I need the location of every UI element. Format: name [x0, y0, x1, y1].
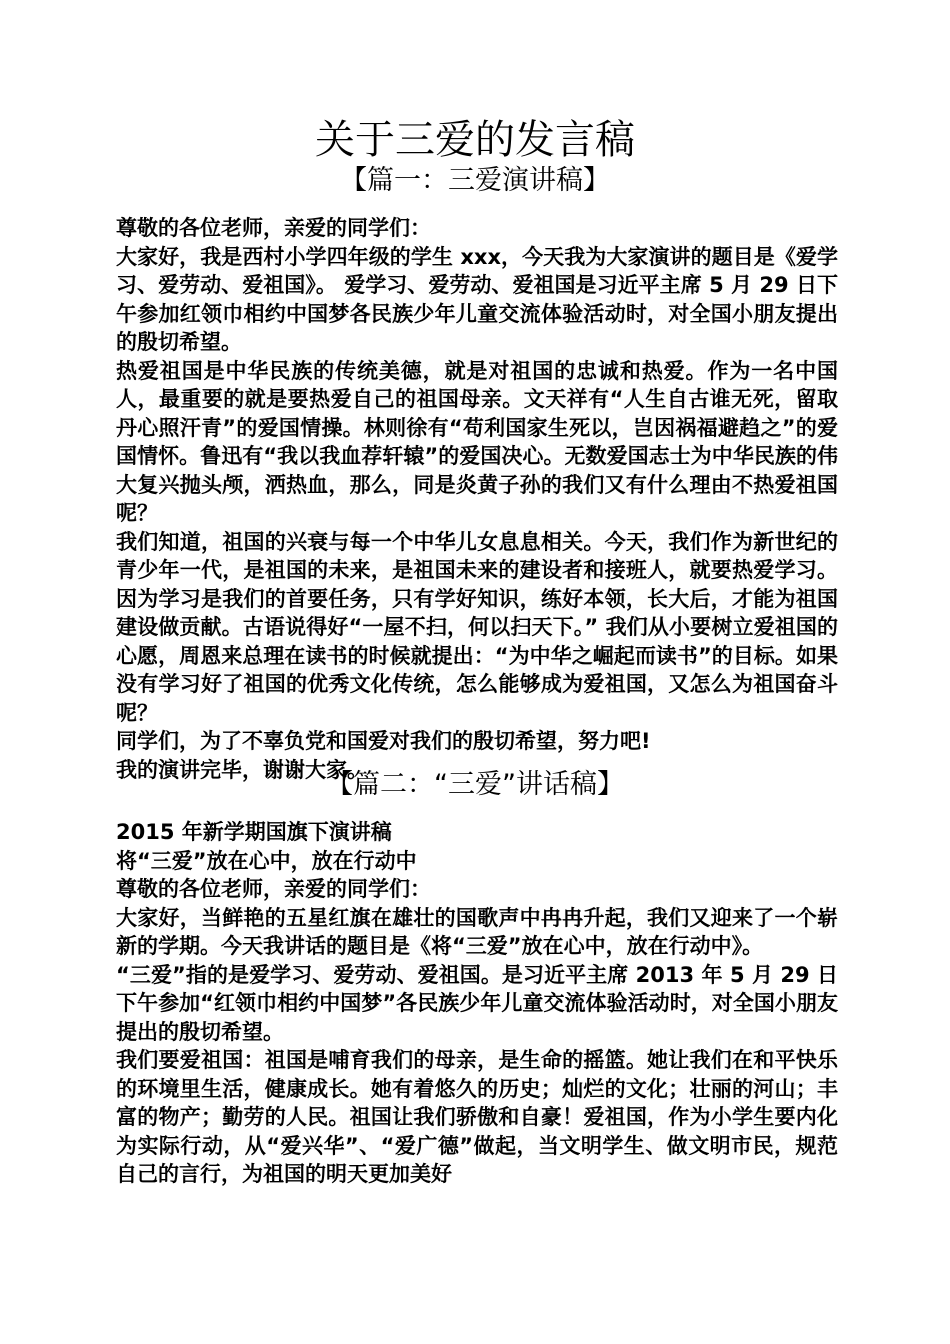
document-title: 关于三爱的发言稿	[315, 117, 635, 163]
paragraph: 我们知道，祖国的兴衰与每一个中华儿女息息相关。今天，我们作为新世纪的青少年一代，是祖国的未来，是祖国未来的建设者和接班人，就要热爱学习。因为学习是我们的首要任务，只有学好知识，练好本领，长大后，才能为祖国建设做贡献。古语说得好“一屋不扫，何以扫天下。” 我们从小要树立爱祖国的心愿，周恩来总理在读书的时候就提出：“为中华之崛起而读书”的目标。如果没有学习好了祖国的优秀文化传统，怎么能够成为爱祖国，又怎么为祖国奋斗呢？	[116, 529, 838, 725]
paragraph-salutation: 尊敬的各位老师，亲爱的同学们：	[116, 216, 431, 240]
section-body-1	[116, 214, 838, 784]
paragraph-salutation: 尊敬的各位老师，亲爱的同学们：	[116, 877, 431, 901]
paragraph-subtitle: 2015 年新学期国旗下演讲稿	[116, 820, 392, 844]
section-heading-1: 【篇一：三爱演讲稿】	[340, 165, 610, 196]
paragraph-closing: 我的演讲完毕，谢谢大家。	[116, 757, 368, 782]
paragraph: 同学们，为了不辜负党和国爱对我们的殷切希望，努力吧!	[116, 729, 651, 753]
paragraph: 热爱祖国是中华民族的传统美德，就是对祖国的忠诚和热爱。作为一名中国人，最重要的就是要热爱自己的祖国母亲。文天祥有“人生自古谁无死，留取丹心照汗青”的爱国情操。林则徐有“苟利国家生死以，岂因祸福避趋之”的爱国情怀。鲁迅有“我以我血荐轩辕”的爱国决心。无数爱国志士为中华民族的伟大复兴抛头颅，洒热血，那么，同是炎黄子孙的我们又有什么理由不热爱祖国呢？	[116, 358, 838, 525]
paragraph: 我们要爱祖国：祖国是哺育我们的母亲，是生命的摇篮。她让我们在和平快乐的环境里生活，健康成长。她有着悠久的历史；灿烂的文化；壮丽的河山；丰富的物产；勤劳的人民。祖国让我们骄傲和自豪！爱祖国，作为小学生要内化为实际行动，从“爱兴华”、“爱广德”做起，当文明学生、做文明市民，规范自己的言行，为祖国的明天更加美好	[116, 1048, 838, 1186]
paragraph: 大家好，我是西村小学四年级的学生 xxx，今天我为大家演讲的题目是《爱学习、爱劳动、爱祖国》。 爱学习、爱劳动、爱祖国是习近平主席 5 月 29 日下午参加红领巾相约中国梦各民族少年儿童交流体验活动时，对全国小朋友提出的殷切希望。	[116, 244, 838, 354]
paragraph: “三爱”指的是爱学习、爱劳动、爱祖国。是习近平主席 2013 年 5 月 29 日下午参加“红领巾相约中国梦”各民族少年儿童交流体验活动时，对全国小朋友提出的殷切希望。	[116, 962, 839, 1044]
paragraph-subtitle: 将“三爱”放在心中，放在行动中	[116, 848, 417, 873]
section-body-2	[116, 818, 838, 1189]
section-heading-2: 【篇二：“三爱”讲话稿】	[326, 769, 624, 800]
paragraph: 大家好，当鲜艳的五星红旗在雄壮的国歌声中冉冉升起，我们又迎来了一个崭新的学期。今天我讲话的题目是《将“三爱”放在心中，放在行动中》。	[116, 905, 838, 958]
